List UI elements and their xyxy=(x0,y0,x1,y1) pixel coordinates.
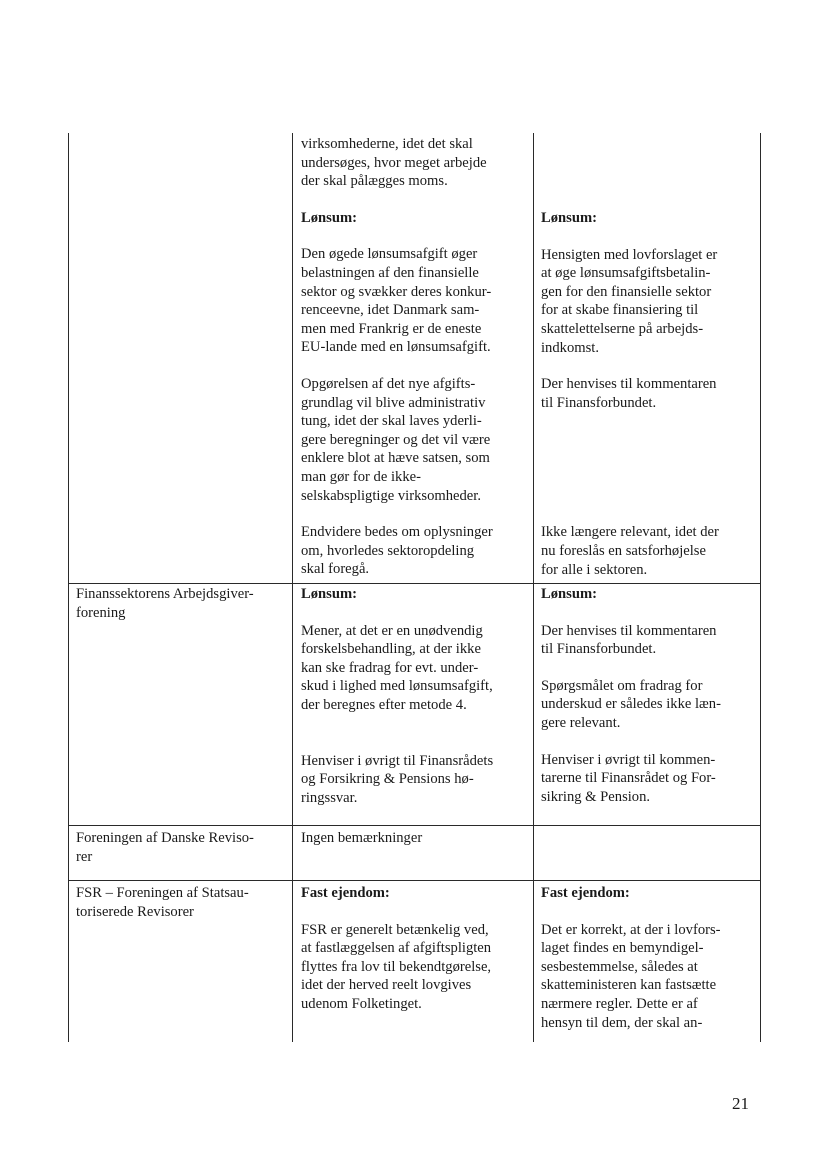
text-line: nu foreslås en satsforhøjelse xyxy=(541,542,706,559)
text-line: Opgørelsen af det nye afgifts- xyxy=(301,375,476,392)
heading-fast-ejendom: Fast ejendom: xyxy=(541,885,630,901)
table-border-left xyxy=(68,133,69,1042)
row-divider-2 xyxy=(68,825,761,826)
response-paragraph xyxy=(541,246,757,358)
text-line: nærmere regler. Dette er af xyxy=(541,995,698,1012)
text-line: skal foregå. xyxy=(301,561,370,578)
text-line: at øge lønsumsafgiftsbetalin- xyxy=(541,265,711,282)
text-line: men med Frankrig er de eneste xyxy=(301,320,482,337)
table-border-right xyxy=(760,133,761,1042)
comment-paragraph xyxy=(301,752,529,808)
comment-paragraph xyxy=(301,135,529,191)
text-line: tarerne til Finansrådet og For- xyxy=(541,770,716,787)
heading-lonsum: Lønsum: xyxy=(541,586,597,602)
text-line: flyttes fra lov til bekendtgørelse, xyxy=(301,958,492,975)
text-line: tung, idet der skal laves yderli- xyxy=(301,413,482,430)
section-heading xyxy=(541,209,757,228)
text-line: sikring & Pension. xyxy=(541,788,651,805)
response-paragraph xyxy=(541,751,757,807)
section-heading xyxy=(301,884,529,903)
heading-lonsum: Lønsum: xyxy=(301,209,357,226)
text-line: underskud er således ikke læn- xyxy=(541,696,721,713)
text-line: FSR er generelt betænkelig ved, xyxy=(301,921,489,938)
text-line: Det er korrekt, at der i lovfors- xyxy=(541,921,721,938)
text-line: sektor og svækker deres konkur- xyxy=(301,283,492,300)
text-line: laget findes en bemyndigel- xyxy=(541,940,704,957)
row1-comment-cell xyxy=(301,135,529,579)
text-line: skud i lighed med lønsumsafgift, xyxy=(301,678,493,695)
text-line: for alle i sektoren. xyxy=(541,561,648,578)
response-paragraph xyxy=(541,921,757,1033)
response-paragraph xyxy=(541,523,757,579)
row-divider-1 xyxy=(68,583,761,584)
text-line: belastningen af den finansielle xyxy=(301,264,479,281)
text-line: om, hvorledes sektoropdeling xyxy=(301,542,475,559)
row3-organization-cell xyxy=(76,829,288,866)
text-line: gere relevant. xyxy=(541,714,621,731)
text-line: gere beregninger og det vil være xyxy=(301,431,491,448)
text-line: Ikke længere relevant, idet der xyxy=(541,524,719,541)
text-line: undersøges, hvor meget arbejde xyxy=(301,154,487,171)
text-line: renceevne, idet Danmark sam- xyxy=(301,302,480,319)
row4-organization-cell xyxy=(76,884,288,921)
organization-name: FSR – Foreningen af Statsau- xyxy=(76,885,249,901)
table-divider-col2 xyxy=(533,133,534,1042)
heading-lonsum: Lønsum: xyxy=(541,210,597,226)
text-line: Der henvises til kommentaren xyxy=(541,622,717,639)
response-paragraph xyxy=(541,622,757,659)
row-divider-3 xyxy=(68,880,761,881)
response-paragraph xyxy=(541,677,757,733)
organization-name: forening xyxy=(76,604,126,621)
text-line: Henviser i øvrigt til kommen- xyxy=(541,751,716,768)
text-line: selskabspligtige virksomheder. xyxy=(301,487,481,504)
comment-paragraph xyxy=(301,523,529,579)
text-line: til Finansforbundet. xyxy=(541,394,657,411)
heading-fast-ejendom: Fast ejendom: xyxy=(301,885,390,901)
text-line: for at skabe finansiering til xyxy=(541,302,699,319)
text-line: skattelettelserne på arbejds- xyxy=(541,320,704,337)
row2-comment-cell xyxy=(301,585,529,807)
text-line: gen for den finansielle sektor xyxy=(541,283,712,300)
comment-paragraph xyxy=(301,375,529,505)
text-line: hensyn til dem, der skal an- xyxy=(541,1014,703,1031)
text-line: Ingen bemærkninger xyxy=(301,830,423,846)
organization-name: Foreningen af Danske Reviso- xyxy=(76,830,254,846)
text-line: og Forsikring & Pensions hø- xyxy=(301,771,474,788)
row2-organization-cell xyxy=(76,585,288,622)
text-line: man gør for de ikke- xyxy=(301,468,421,485)
text-line: Spørgsmålet om fradrag for xyxy=(541,677,703,694)
text-line: Hensigten med lovforslaget er xyxy=(541,246,718,263)
organization-name: rer xyxy=(76,848,93,865)
text-line: Mener, at det er en unødvendig xyxy=(301,622,483,639)
text-line: EU-lande med en lønsumsafgift. xyxy=(301,339,491,356)
text-line: kan ske fradrag for evt. under- xyxy=(301,659,479,676)
organization-name: toriserede Revisorer xyxy=(76,903,194,920)
section-heading xyxy=(301,209,529,228)
row3-comment-cell xyxy=(301,829,529,848)
text-line: virksomhederne, idet det skal xyxy=(301,136,473,152)
section-heading xyxy=(301,585,529,604)
text-line: at fastlæggelsen af afgiftspligten xyxy=(301,940,492,957)
text-line: Endvidere bedes om oplysninger xyxy=(301,524,493,541)
organization-name: Finanssektorens Arbejdsgiver- xyxy=(76,586,254,602)
text-line: der skal pålægges moms. xyxy=(301,173,448,190)
section-heading xyxy=(541,884,757,903)
row4-response-cell xyxy=(541,884,757,1032)
text-line: ringssvar. xyxy=(301,789,358,806)
comment-paragraph xyxy=(301,622,529,715)
row1-response-cell xyxy=(541,209,757,579)
row4-comment-cell xyxy=(301,884,529,1014)
table-divider-col1 xyxy=(292,133,293,1042)
section-heading xyxy=(541,585,757,604)
text-line: til Finansforbundet. xyxy=(541,641,657,658)
text-line: Henviser i øvrigt til Finansrådets xyxy=(301,752,494,769)
row2-response-cell xyxy=(541,585,757,806)
text-line: forskelsbehandling, at der ikke xyxy=(301,641,481,658)
text-line: sesbestemmelse, således at xyxy=(541,958,698,975)
text-line: idet der herved reelt lovgives xyxy=(301,977,472,994)
page-number: 21 xyxy=(732,1094,749,1113)
text-line: Den øgede lønsumsafgift øger xyxy=(301,246,478,263)
response-paragraph xyxy=(541,375,757,412)
text-line: indkomst. xyxy=(541,339,599,356)
heading-lonsum: Lønsum: xyxy=(301,586,357,602)
text-line: skatteministeren kan fastsætte xyxy=(541,977,717,994)
comment-paragraph xyxy=(301,921,529,1014)
text-line: enklere blot at hæve satsen, som xyxy=(301,450,490,467)
comment-paragraph xyxy=(301,245,529,357)
text-line: der beregnes efter metode 4. xyxy=(301,696,467,713)
text-line: Der henvises til kommentaren xyxy=(541,376,717,393)
text-line: grundlag vil blive administrativ xyxy=(301,394,486,411)
text-line: udenom Folketinget. xyxy=(301,995,422,1012)
